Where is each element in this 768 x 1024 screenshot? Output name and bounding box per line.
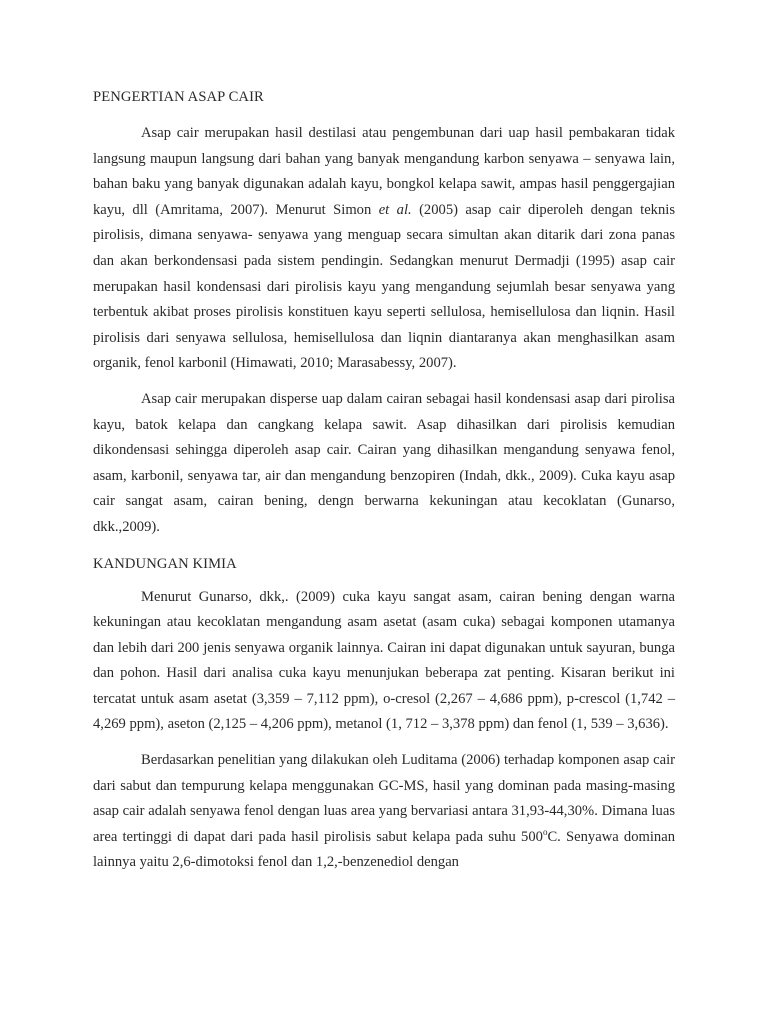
paragraph-definition: [93, 121, 675, 377]
paragraph-composition: Menurut Gunarso, dkk,. (2009) cuka kayu sangat asam, cairan bening dengan warna kekuningan atau kecoklatan mengandung asam asetat (asam cuka) sebagai komponen utamanya dan lebih dari 200 jenis senyawa organik lainnya. Cairan ini dapat digunakan untuk sayuran, bunga dan pohon. Hasil dari analisa cuka kayu menunjukan beberapa zat penting. Kisaran berikut ini tercatat untuk asam asetat (3,359 – 7,112 ppm), o-cresol (2,267 – 4,686 ppm), p-crescol (1,742 – 4,269 ppm), aseton (2,125 – 4,206 ppm), metanol (1, 712 – 3,378 ppm) dan fenol (1, 539 – 3,636).: [93, 588, 675, 733]
italic-et-al: et al.: [378, 201, 412, 218]
degree-superscript: o: [542, 826, 548, 837]
paragraph-text: (2005) asap cair diperoleh dengan teknis pirolisis, dimana senyawa- senyawa yang menguap secara simultan akan ditarik dari zona panas dan akan berkondensasi pada sistem pendingin. Sedangkan menurut Dermadji (1995) asap cair merupakan hasil kondensasi dari pirolisis kayu yang mengandung sejumlah besar senyawa yang terbentuk akibat proses pirolisis konstituen kayu seperti sellulosa, hemisellulosa dan liqnin. Hasil pirolisis dari senyawa sellulosa, hemisellulosa dan liqnin diantaranya akan menghasilkan asam organik, fenol karbonil (Himawati, 2010; Marasabessy, 2007).: [93, 201, 675, 372]
section-heading-kandungan: KANDUNGAN KIMIA: [93, 555, 237, 572]
section-heading-pengertian: PENGERTIAN ASAP CAIR: [93, 89, 264, 105]
paragraph-dispersion: Asap cair merupakan disperse uap dalam cairan sebagai hasil kondensasi asap dari pirolisa kayu, batok kelapa dan cangkang kelapa sawit. Asap dihasilkan dari pirolisis kemudian dikondensasi sehingga diperoleh asap cair. Cairan yang dihasilkan mengandung senyawa fenol, asam, karbonil, senyawa tar, air dan mengandung benzopiren (Indah, dkk., 2009). Cuka kayu asap cair sangat asam, cairan bening, dengn berwarna kekuningan atau kecoklatan (Gunarso, dkk.,2009).: [93, 390, 675, 535]
document-body: [93, 86, 675, 876]
paragraph-text: Asap cair merupakan hasil destilasi atau pengembunan dari uap hasil pembakaran tidak langsung maupun langsung dari bahan yang banyak mengandung karbon senyawa – senyawa lain, bahan baku yang banyak digunakan adalah kayu, bongkol kelapa sawit, ampas hasil penggergajian kayu, dll (Amritama, 2007). Menurut Simon: [93, 125, 675, 218]
paragraph-text: C. Senyawa dominan lainnya yaitu 2,6-dimotoksi fenol dan 1,2,-benzenediol dengan: [93, 828, 675, 871]
paragraph-text: Berdasarkan penelitian yang dilakukan oleh Luditama (2006) terhadap komponen asap cair dari sabut dan tempurung kelapa menggunakan GC-MS, hasil yang dominan pada masing-masing asap cair adalah senyawa fenol dengan luas area yang bervariasi antara 31,93-44,30%. Dimana luas area tertinggi di dapat dari pada hasil pirolisis sabut kelapa pada suhu 500: [93, 752, 675, 845]
paragraph-research: [93, 748, 675, 876]
